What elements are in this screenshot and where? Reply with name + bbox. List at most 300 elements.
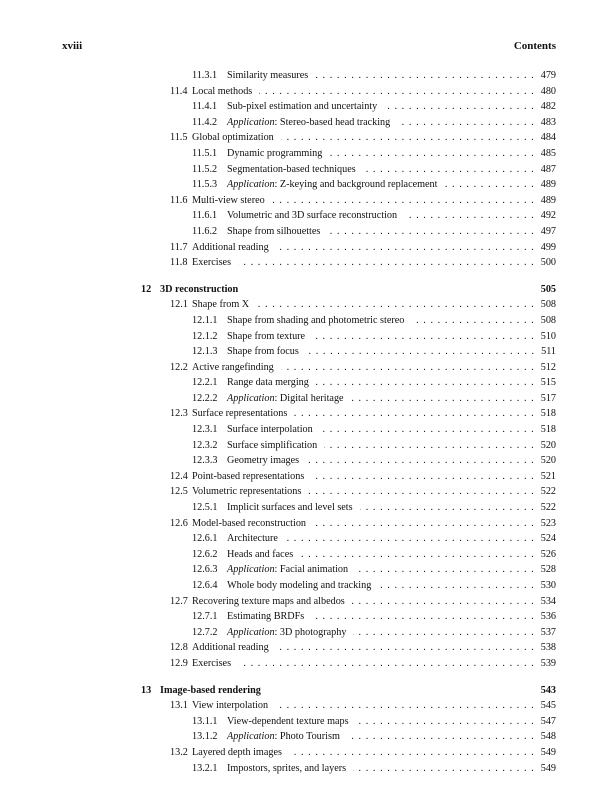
page-number-text: 508 [538,299,556,310]
application-label: Application [227,392,275,404]
leader-dots [329,146,533,162]
toc-entry-title [227,162,359,178]
leader-dots [275,698,534,714]
toc-entry-title-text: Range data merging [227,377,309,389]
toc-entry-page [538,656,556,672]
toc-entry [0,84,614,100]
leader-dots [316,375,534,391]
leader-dots [311,469,533,485]
toc-entry-title-text: Surface representations [192,408,288,420]
toc-entry-title-text: View interpolation [192,700,269,712]
leader-dots [360,500,534,516]
toc-entry-number: 12.1.1 [192,314,218,326]
toc-entry-title [160,282,241,298]
leader-dots [256,297,534,313]
toc-entry-title-text: Heads and faces [227,548,294,560]
leader-dots [294,406,533,422]
toc-entry-title-text: Multi-view stereo [192,194,265,206]
toc-entry-number: 12.6.1 [192,533,218,545]
toc-entry-page [538,469,556,485]
toc-entry-title [227,625,349,641]
toc-entry-page [538,484,556,500]
toc-entry-page [538,406,556,422]
page-number-text: 539 [538,658,556,669]
toc-entry-number: 12.1.3 [192,346,218,358]
toc-entry-number: 12.4 [170,470,188,482]
toc-entry-title [227,99,380,115]
toc-entry [0,360,614,376]
page-number-text: 526 [538,549,556,560]
page-number-text: 483 [538,117,556,128]
toc-entry-title [192,130,277,146]
toc-entry [0,562,614,578]
leader-dots [311,609,533,625]
toc-entry-title-text: : Digital heritage [274,392,344,404]
toc-entry-title [192,240,272,256]
toc-entry-page [538,375,556,391]
toc-entry-page [538,422,556,438]
leader-dots [327,224,533,240]
toc-entry [0,130,614,146]
toc-entry [0,68,614,84]
toc-entry-page [538,698,556,714]
toc-entry [0,761,614,777]
toc-entry [0,344,614,360]
toc-entry-page [538,84,556,100]
toc-entry-title [227,578,374,594]
toc-entry-number: 12.6 [170,517,188,529]
toc-entry [0,656,614,672]
toc-entry-page [538,391,556,407]
leader-dots [353,625,533,641]
toc-entry-title [192,594,348,610]
page-number-text: 549 [538,763,556,774]
toc-entry-number: 13.1.2 [192,731,218,743]
toc-entry-title-text: Additional reading [192,642,269,654]
page-number-text: 530 [538,580,556,591]
toc-entry-title [227,438,320,454]
leader-dots [315,68,534,84]
running-title: Contents [513,40,556,52]
leader-dots [355,562,534,578]
toc-entry-number: 11.7 [170,241,188,253]
toc-entry-number: 11.8 [170,257,188,269]
leader-dots [353,761,534,777]
leader-dots [397,115,533,131]
toc-entry-title [192,640,272,656]
toc-entry-title-text: Global optimization [192,132,274,144]
toc-entry-title-text: Shape from X [192,299,250,311]
toc-entry [0,453,614,469]
leader-dots [276,640,534,656]
toc-entry-title-text: Impostors, sprites, and layers [227,762,347,774]
leader-dots [411,313,533,329]
page-number-text: 489 [538,179,556,190]
leader-dots [285,531,534,547]
toc-entry-number: 12.7 [170,595,188,607]
toc-entry-page [538,193,556,209]
toc-entry-number: 12.2 [170,361,188,373]
toc-entry-title-text: Layered depth images [192,746,282,758]
page-number-text: 543 [538,685,556,696]
toc-entry-title [227,146,325,162]
toc-entry-page [538,146,556,162]
toc-entry-title [227,68,311,84]
toc-entry-title-text: Shape from shading and photometric stereo [227,314,405,326]
page-number-text: 499 [538,242,556,253]
leader-dots [352,594,534,610]
toc-entry [0,146,614,162]
toc-entry [0,375,614,391]
toc-entry-title-text: : Facial animation [274,564,349,576]
toc-entry-title-text: : Photo Tourism [274,731,340,743]
leader-dots [351,391,534,407]
leader-dots [238,656,534,672]
toc-entry-page [538,162,556,178]
page-number-text: 482 [538,101,556,112]
toc-entry-page [538,609,556,625]
toc-entry-number: 11.4 [170,85,188,97]
toc-entry-title [227,422,316,438]
toc-entry-title [227,531,281,547]
toc-entry-page [538,282,556,298]
page-number-text: 511 [538,346,556,357]
toc-entry [0,115,614,131]
toc-entry-page [538,130,556,146]
toc-entry [0,208,614,224]
toc-entry-number: 12.6.2 [192,548,218,560]
toc-entry [0,329,614,345]
leader-dots [324,438,533,454]
toc-entry [0,193,614,209]
page-number-text: 480 [538,86,556,97]
toc-entry-number: 11.6.1 [192,210,218,222]
page-number-text: 536 [538,611,556,622]
toc-entry [0,516,614,532]
page-number-text: 518 [538,408,556,419]
toc-entry-page [538,562,556,578]
toc-entry-title-text: Estimating BRDFs [227,611,305,623]
toc-entry-title-text: : 3D photography [274,626,347,638]
toc-entry-number: 12.2.2 [192,392,218,404]
toc-entry-page [538,297,556,313]
leader-dots [312,329,534,345]
toc-entry-page [538,500,556,516]
toc-entry-title [227,609,307,625]
toc-entry [0,698,614,714]
toc-entry-title-text: Shape from silhouettes [227,225,321,237]
toc-entry-title [227,500,356,516]
toc-entry-title-text: : Stereo-based head tracking [274,116,391,128]
page-number-text: 538 [538,642,556,653]
toc-entry [0,313,614,329]
page-number-text: 479 [538,70,556,81]
toc-entry-number: 12.7.2 [192,626,218,638]
page-number-text: 522 [538,502,556,513]
page-number-text: 523 [538,518,556,529]
toc-entry-title [227,714,352,730]
toc-entry-title-text: Point-based representations [192,470,305,482]
toc-entry-number: 11.3.1 [192,70,218,81]
application-label: Application [227,626,275,638]
page-number-text: 489 [538,195,556,206]
toc-entry-title [192,255,234,271]
leader-dots [384,99,533,115]
page-number-text: 548 [538,731,556,742]
toc-entry-title [192,84,255,100]
toc-entry-title [227,453,302,469]
toc-entry [0,406,614,422]
page-number-text: 510 [538,331,556,342]
toc-entry-page [538,224,556,240]
leader-dots [308,484,533,500]
toc-entry [0,240,614,256]
toc-entry-number: 11.4.2 [192,116,218,128]
toc-entry-title [192,360,277,376]
toc-entry [0,177,614,193]
toc-entry-title [192,698,271,714]
toc-entry-title-text: Recovering texture maps and albedos [192,595,345,607]
leader-dots [347,729,534,745]
toc-entry-title [227,344,302,360]
page-number-text: 518 [538,424,556,435]
leader-dots [356,714,534,730]
page-number-text: 512 [538,362,556,373]
toc-entry [0,547,614,563]
page-number-text: 547 [538,716,556,727]
toc-entry-number: 12.5 [170,486,188,498]
toc-entry-title [192,193,268,209]
toc-entry [0,438,614,454]
toc-entry-title-text: Image-based rendering [160,684,261,696]
page-number-text: 524 [538,533,556,544]
toc-entry-number: 12.7.1 [192,611,218,623]
toc-entry-number: 13 [141,684,152,696]
page-number-text: 545 [538,700,556,711]
toc-entry-page [538,344,556,360]
toc-entry-page [538,360,556,376]
leader-dots [300,547,534,563]
application-label: Application [227,179,275,191]
application-label: Application [227,731,275,743]
toc-entry-page [538,594,556,610]
toc-entry [0,625,614,641]
toc-entry-number: 12.3.1 [192,424,218,436]
toc-entry-number: 12.9 [170,657,188,669]
page-number: xviii [62,40,83,52]
toc-entry [0,484,614,500]
toc-entry-title-text: Additional reading [192,241,269,253]
page-number-text: 521 [538,471,556,482]
toc-entry-title [227,313,407,329]
toc-entry [0,469,614,485]
toc-entry-title-text: 3D reconstruction [160,283,239,295]
toc-entry [0,578,614,594]
toc-entry-title-text: Active rangefinding [192,361,274,373]
toc-entry-title [227,115,393,131]
toc-entry-title [192,484,304,500]
toc-entry-number: 12.6.3 [192,564,218,576]
table-of-contents [0,68,614,776]
toc-entry-title-text: Similarity measures [227,70,309,81]
toc-entry-page [538,761,556,777]
toc-entry [0,500,614,516]
toc-entry-title-text: Shape from focus [227,346,299,358]
toc-entry [0,224,614,240]
toc-entry-number: 12.1 [170,299,188,311]
toc-entry-title-text: Volumetric and 3D surface reconstruction [227,210,398,222]
toc-entry-number: 11.6.2 [192,225,218,237]
leader-dots [320,422,534,438]
toc-entry [0,297,614,313]
toc-entry-page [538,640,556,656]
leader-dots [378,578,533,594]
toc-entry-title [227,761,349,777]
page-number-text: 528 [538,564,556,575]
toc-entry-number: 11.6 [170,194,188,206]
toc-entry-page [538,714,556,730]
toc-entry-page [538,578,556,594]
toc-entry-title-text: : Z-keying and background replacement [274,179,438,191]
toc-entry-title [192,297,252,313]
leader-dots [404,208,534,224]
toc-entry-number: 12.2.1 [192,377,218,389]
page-number-text: 534 [538,596,556,607]
toc-entry-title-text: Local methods [192,85,253,97]
toc-entry [0,422,614,438]
toc-entry-page [538,683,556,699]
page-number-text: 520 [538,455,556,466]
toc-entry-title [192,516,309,532]
page-number-text: 520 [538,440,556,451]
leader-dots [259,84,533,100]
page-number-text: 505 [538,284,556,295]
toc-entry [0,609,614,625]
toc-entry-title-text: Implicit surfaces and level sets [227,502,353,514]
toc-entry [0,99,614,115]
toc-entry-number: 11.4.1 [192,101,218,113]
toc-entry-number: 12 [141,283,152,295]
toc-chapter-entry [0,282,614,298]
toc-chapter-entry [0,683,614,699]
toc-entry-title [192,406,290,422]
toc-entry-title [227,729,343,745]
page-number-text: 485 [538,148,556,159]
toc-entry-page [538,531,556,547]
toc-entry-page [538,438,556,454]
leader-dots [281,130,534,146]
toc-entry-page [538,453,556,469]
toc-entry-title-text: Model-based reconstruction [192,517,307,529]
toc-entry [0,745,614,761]
toc-entry-page [538,68,556,84]
leader-dots [363,162,534,178]
toc-entry-number: 12.3 [170,408,188,420]
toc-entry-number: 12.8 [170,642,188,654]
leader-dots [272,193,534,209]
toc-entry-number: 11.5.1 [192,147,218,159]
toc-entry [0,640,614,656]
toc-entry [0,531,614,547]
toc-entry-number: 12.1.2 [192,330,218,342]
leader-dots [276,240,534,256]
toc-entry-title [227,547,296,563]
toc-entry-title [227,562,351,578]
leader-dots [444,177,533,193]
toc-entry-page [538,547,556,563]
toc-entry-title-text: Whole body modeling and tracking [227,580,372,591]
toc-entry-number: 13.2.1 [192,762,218,774]
leader-dots [289,745,534,761]
toc-entry-number: 13.1.1 [192,715,218,727]
toc-entry-title-text: Architecture [227,533,278,545]
page-number-text: 484 [538,132,556,143]
toc-entry-page [538,208,556,224]
toc-entry-page [538,516,556,532]
leader-dots [281,360,534,376]
toc-entry-number: 12.3.2 [192,439,218,451]
toc-entry-page [538,99,556,115]
toc-entry-page [538,313,556,329]
toc-entry-title-text: Shape from texture [227,330,306,342]
toc-entry-page [538,329,556,345]
toc-entry-title-text: Geometry images [227,455,300,467]
toc-entry-title [227,208,400,224]
leader-dots [238,255,534,271]
toc-entry-page [538,625,556,641]
toc-entry-number: 12.5.1 [192,502,218,514]
leader-dots [313,516,534,532]
toc-entry-title-text: Exercises [192,257,232,269]
page-number-text: 497 [538,226,556,237]
toc-entry [0,729,614,745]
toc-entry-page [538,255,556,271]
toc-entry-number: 12.6.4 [192,580,218,591]
application-label: Application [227,564,275,576]
toc-entry-title [227,224,323,240]
page-number-text: 515 [538,377,556,388]
toc-entry-title [227,329,308,345]
toc-entry-title-text: View-dependent texture maps [227,715,349,727]
toc-entry-title [227,177,440,193]
toc-entry-title [192,656,234,672]
toc-entry-title-text: Volumetric representations [192,486,302,498]
toc-entry-number: 11.5.3 [192,179,218,191]
toc-entry-number: 11.5 [170,132,188,144]
toc-entry-page [538,745,556,761]
toc-entry-page [538,729,556,745]
page-number-text: 522 [538,486,556,497]
page-number-text: 549 [538,747,556,758]
toc-entry-page [538,177,556,193]
toc-entry-title-text: Surface simplification [227,439,318,451]
toc-entry [0,255,614,271]
page-number-text: 492 [538,210,556,221]
page-number-text: 537 [538,627,556,638]
toc-entry-number: 11.5.2 [192,163,218,175]
toc-entry-number: 13.1 [170,700,188,712]
toc-entry-title [192,469,307,485]
toc-entry-title-text: Segmentation-based techniques [227,163,356,175]
toc-entry [0,162,614,178]
toc-entry-title [227,375,312,391]
page-number-text: 487 [538,164,556,175]
toc-entry-title-text: Dynamic programming [227,147,323,159]
page-number-text: 500 [538,257,556,268]
toc-entry-page [538,115,556,131]
leader-dots [306,453,534,469]
application-label: Application [227,116,275,128]
